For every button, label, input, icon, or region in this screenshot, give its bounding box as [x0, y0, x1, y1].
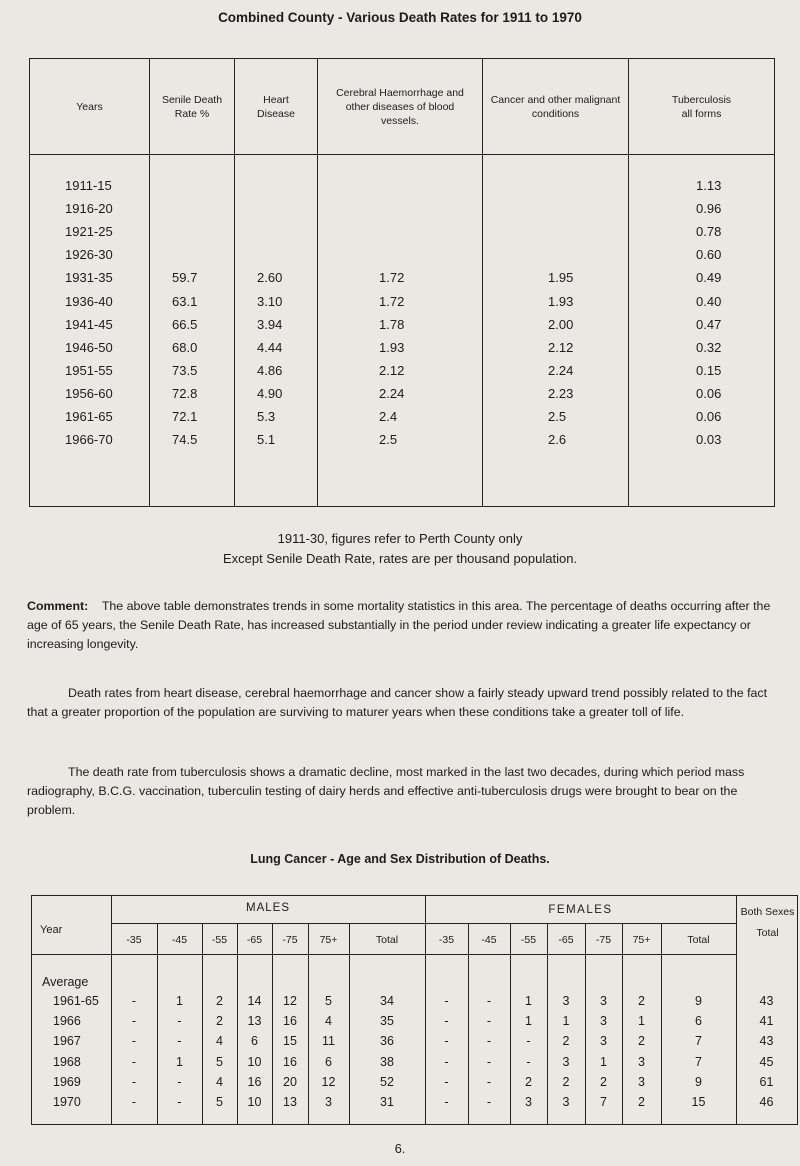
- males-cell: -: [131, 1014, 137, 1029]
- females-age-header: -45: [481, 934, 497, 946]
- females-cell: 3: [600, 1014, 607, 1029]
- females-cell: -: [486, 1014, 492, 1029]
- females-cell: 3: [562, 994, 570, 1008]
- lung-cancer-table: [31, 895, 798, 1125]
- males-cell: 6: [251, 1034, 258, 1049]
- both-sexes-cell: 46: [759, 1095, 774, 1109]
- males-cell: -: [131, 1034, 137, 1049]
- females-cell: -: [444, 1034, 449, 1049]
- females-cell: -: [444, 1095, 449, 1109]
- males-cell: -: [177, 1095, 182, 1109]
- males-cell: 1: [176, 994, 183, 1008]
- table-note-rates: Except Senile Death Rate, rates are per thousand population.: [222, 551, 578, 566]
- males-cell: 20: [283, 1074, 297, 1089]
- header-senile-death-rate: Senile Death Rate %: [161, 93, 223, 120]
- paragraph-heart-disease: Death rates from heart disease, cerebral haemorrhage and cancer show a fairly steady upward trend possibly related to the fact that a greater proportion of the population are surviving to maturer years when these conditions take a greater toll of life.: [27, 686, 768, 719]
- table-cell: 72.8: [172, 385, 198, 401]
- females-age-header: Total: [687, 934, 710, 946]
- females-cell: 2: [638, 1034, 645, 1049]
- table-cell: 2.23: [548, 385, 574, 401]
- table-cell: 66.5: [172, 316, 198, 332]
- females-cell: 9: [695, 994, 702, 1008]
- males-cell: -: [131, 1054, 137, 1069]
- males-cell: -: [177, 1034, 182, 1049]
- females-cell: 15: [691, 1095, 706, 1109]
- header-cancer: Cancer and other malignant conditions: [490, 93, 621, 120]
- males-cell: 16: [247, 1074, 262, 1089]
- table-cell: 2.12: [379, 362, 405, 378]
- males-age-header: -55: [211, 934, 228, 946]
- males-cell: -: [177, 1014, 182, 1029]
- females-cell: 2: [638, 1095, 645, 1109]
- table-row-year: 1970: [53, 1095, 81, 1109]
- comment-text: The above table demonstrates trends in some mortality statistics in this area. The percentage of deaths occurring after the age of 65 years, the Senile Death Rate, has increased substantially in the period under review indicating a greater life expectancy or increasing longevity.: [27, 599, 771, 651]
- table-row-year: 1969: [53, 1074, 81, 1089]
- table-row-years: 1941-45: [65, 316, 113, 332]
- table-cell: 0.03: [696, 432, 722, 448]
- header-years: Years: [76, 100, 103, 113]
- table-cell: 1.93: [548, 293, 574, 309]
- females-cell: 1: [562, 1014, 570, 1029]
- males-cell: 4: [216, 1034, 223, 1049]
- males-cell: 2: [216, 994, 223, 1008]
- both-sexes-cell: 43: [759, 994, 774, 1008]
- header-heart-disease: Heart Disease: [257, 93, 295, 120]
- males-cell: 14: [247, 994, 262, 1008]
- header-divider: [30, 154, 774, 155]
- table-cell: 2.24: [548, 362, 574, 378]
- table-cell: 1.72: [379, 293, 405, 309]
- table-cell: 0.47: [696, 316, 722, 332]
- males-cell: 31: [380, 1095, 394, 1109]
- females-age-header: -35: [438, 934, 455, 946]
- males-cell: 12: [321, 1074, 336, 1089]
- page-title: Combined County - Various Death Rates for 1911 to 1970: [218, 10, 582, 25]
- males-cell: -: [131, 1074, 137, 1089]
- both-sexes-cell: 61: [759, 1074, 774, 1089]
- females-cell: 2: [562, 1034, 570, 1049]
- table-cell: 0.49: [696, 270, 722, 286]
- females-cell: 1: [600, 1054, 607, 1069]
- table-cell: 73.5: [172, 362, 198, 378]
- table-cell: 1.72: [379, 270, 405, 286]
- table-cell: 59.7: [172, 270, 198, 286]
- header-year: Year: [40, 924, 63, 936]
- females-cell: 3: [638, 1074, 645, 1089]
- females-cell: 7: [695, 1054, 702, 1069]
- males-cell: 38: [380, 1054, 394, 1069]
- page-number: 6.: [394, 1141, 406, 1156]
- table-cell: 0.40: [696, 293, 722, 309]
- table-row-years: 1921-25: [65, 224, 113, 240]
- females-cell: -: [444, 1014, 449, 1029]
- grid-line: [111, 923, 736, 924]
- table-cell: 5.1: [257, 432, 276, 448]
- females-cell: -: [526, 1034, 531, 1049]
- males-cell: 13: [247, 1014, 262, 1029]
- males-cell: 34: [380, 994, 394, 1008]
- table-row-year: 1961-65: [53, 994, 99, 1008]
- header-males: MALES: [246, 902, 290, 914]
- males-cell: 12: [283, 994, 297, 1008]
- table-note-perth: 1911-30, figures refer to Perth County only: [277, 531, 523, 546]
- females-cell: -: [526, 1054, 531, 1069]
- males-age-header: -35: [126, 934, 142, 946]
- table-cell: 0.96: [696, 201, 722, 217]
- males-age-header: 75+: [319, 934, 338, 946]
- males-cell: -: [131, 1095, 137, 1109]
- females-cell: 2: [638, 994, 645, 1008]
- table-row-year: 1968: [53, 1054, 81, 1069]
- males-cell: 11: [322, 1034, 335, 1049]
- table-cell: 4.86: [257, 362, 283, 378]
- table-cell: 2.00: [548, 316, 574, 332]
- males-cell: 3: [325, 1095, 332, 1109]
- males-cell: 13: [283, 1095, 297, 1109]
- table-cell: 0.32: [696, 339, 722, 355]
- males-cell: 4: [325, 1014, 332, 1029]
- females-age-header: 75+: [632, 934, 651, 946]
- males-cell: 4: [216, 1074, 223, 1089]
- males-cell: -: [131, 994, 137, 1008]
- header-tuberculosis: Tuberculosis all forms: [671, 93, 732, 120]
- table-cell: 1.95: [548, 270, 574, 286]
- table-cell: 2.5: [379, 432, 398, 448]
- both-sexes-cell: 45: [759, 1054, 774, 1069]
- table-row-years: 1946-50: [65, 339, 113, 355]
- table-row-years: 1916-20: [65, 201, 113, 217]
- females-cell: 7: [695, 1034, 702, 1049]
- table-cell: 2.6: [548, 432, 567, 448]
- table-cell: 0.06: [696, 385, 722, 401]
- males-cell: 10: [247, 1054, 262, 1069]
- females-cell: 1: [525, 994, 532, 1008]
- table-cell: 74.5: [172, 432, 198, 448]
- table-cell: 0.60: [696, 247, 722, 263]
- grid-line: [111, 896, 112, 1124]
- females-cell: 7: [600, 1095, 607, 1109]
- females-cell: 3: [600, 994, 607, 1008]
- males-cell: 1: [176, 1054, 183, 1069]
- table-row-year: 1967: [53, 1034, 81, 1049]
- table-cell: 4.90: [257, 385, 283, 401]
- males-cell: 10: [247, 1095, 262, 1109]
- header-females: FEMALES: [548, 904, 613, 916]
- table-cell: 2.4: [379, 409, 398, 424]
- females-cell: -: [444, 1074, 449, 1089]
- table-row-years: 1951-55: [65, 362, 113, 378]
- table-row-years: 1911-15: [65, 178, 112, 193]
- females-cell: 3: [562, 1054, 570, 1069]
- paragraph-tuberculosis: The death rate from tuberculosis shows a dramatic decline, most marked in the last two decades, during which period mass radiography, B.C.G. vaccination, tuberculin testing of dairy herds and effective anti-tuberculosis drugs were brought to bear on the problem.: [27, 765, 745, 817]
- table-cell: 63.1: [172, 293, 198, 309]
- females-age-header: -55: [520, 934, 537, 946]
- females-age-header: -65: [558, 934, 574, 946]
- comment-paragraph: [27, 597, 772, 654]
- table-cell: 0.06: [696, 409, 722, 424]
- table-row-years: 1931-35: [65, 270, 113, 286]
- table-cell: 68.0: [172, 339, 198, 355]
- females-cell: 1: [638, 1014, 645, 1029]
- males-cell: 52: [380, 1074, 394, 1089]
- table-row-years: 1926-30: [65, 247, 113, 263]
- table-cell: 2.60: [257, 270, 283, 286]
- females-cell: 3: [525, 1095, 532, 1109]
- males-age-header: Total: [375, 934, 399, 946]
- females-cell: 1: [525, 1014, 532, 1029]
- header-both-sexes-total: Both Sexes Total: [740, 906, 795, 939]
- males-cell: 2: [216, 1014, 223, 1029]
- females-cell: -: [486, 1095, 492, 1109]
- table-row-years: 1936-40: [65, 293, 113, 309]
- both-sexes-cell: 41: [759, 1014, 774, 1029]
- females-cell: 3: [562, 1095, 570, 1109]
- females-cell: -: [486, 1074, 492, 1089]
- males-cell: 35: [380, 1014, 394, 1029]
- females-age-header: -75: [595, 934, 612, 946]
- table-cell: 1.93: [379, 339, 405, 355]
- females-cell: 6: [695, 1014, 702, 1029]
- table-cell: 2.24: [379, 385, 405, 401]
- table-cell: 4.44: [257, 339, 283, 355]
- males-cell: 36: [380, 1034, 394, 1049]
- females-cell: 2: [525, 1074, 532, 1089]
- grid-line: [425, 896, 426, 1124]
- males-cell: 16: [283, 1014, 297, 1029]
- males-cell: 5: [216, 1054, 223, 1069]
- males-age-header: -75: [282, 934, 298, 946]
- males-cell: 5: [216, 1095, 223, 1109]
- males-age-header: -65: [246, 934, 263, 946]
- death-rates-table: [29, 58, 775, 507]
- lung-cancer-title: Lung Cancer - Age and Sex Distribution of Deaths.: [250, 852, 550, 866]
- table-row-years: 1966-70: [65, 432, 113, 448]
- females-cell: 2: [600, 1074, 607, 1089]
- table-cell: 2.12: [548, 339, 574, 355]
- females-cell: 3: [600, 1034, 607, 1049]
- table-cell: 1.13: [696, 178, 722, 193]
- females-cell: -: [444, 1054, 449, 1069]
- table-cell: 2.5: [548, 409, 567, 424]
- table-row-year: 1966: [53, 1014, 81, 1029]
- header-cerebral-haemorrhage: Cerebral Haemorrhage and other diseases of blood vessels.: [336, 86, 464, 127]
- females-cell: -: [486, 1034, 492, 1049]
- table-row-years: 1961-65: [65, 409, 113, 424]
- females-cell: 3: [638, 1054, 645, 1069]
- table-cell: 3.94: [257, 316, 283, 332]
- males-cell: 5: [325, 994, 332, 1008]
- average-label: Average: [42, 975, 89, 989]
- males-cell: 6: [325, 1054, 332, 1069]
- females-cell: 2: [562, 1074, 570, 1089]
- females-cell: 9: [695, 1074, 702, 1089]
- comment-label: Comment:: [27, 599, 89, 613]
- males-cell: 16: [283, 1054, 297, 1069]
- grid-line: [32, 954, 736, 955]
- table-cell: 0.78: [696, 224, 722, 240]
- females-cell: -: [486, 1054, 492, 1069]
- table-row-years: 1956-60: [65, 385, 113, 401]
- males-age-header: -45: [171, 934, 188, 946]
- males-cell: -: [177, 1074, 182, 1089]
- table-cell: 72.1: [172, 409, 198, 424]
- grid-line: [736, 896, 737, 1124]
- both-sexes-cell: 43: [759, 1034, 774, 1049]
- table-cell: 3.10: [257, 293, 283, 309]
- females-cell: -: [486, 994, 492, 1008]
- males-cell: 15: [283, 1034, 297, 1049]
- table-cell: 1.78: [379, 316, 405, 332]
- table-cell: 5.3: [257, 409, 276, 424]
- table-cell: 0.15: [696, 362, 722, 378]
- females-cell: -: [444, 994, 449, 1008]
